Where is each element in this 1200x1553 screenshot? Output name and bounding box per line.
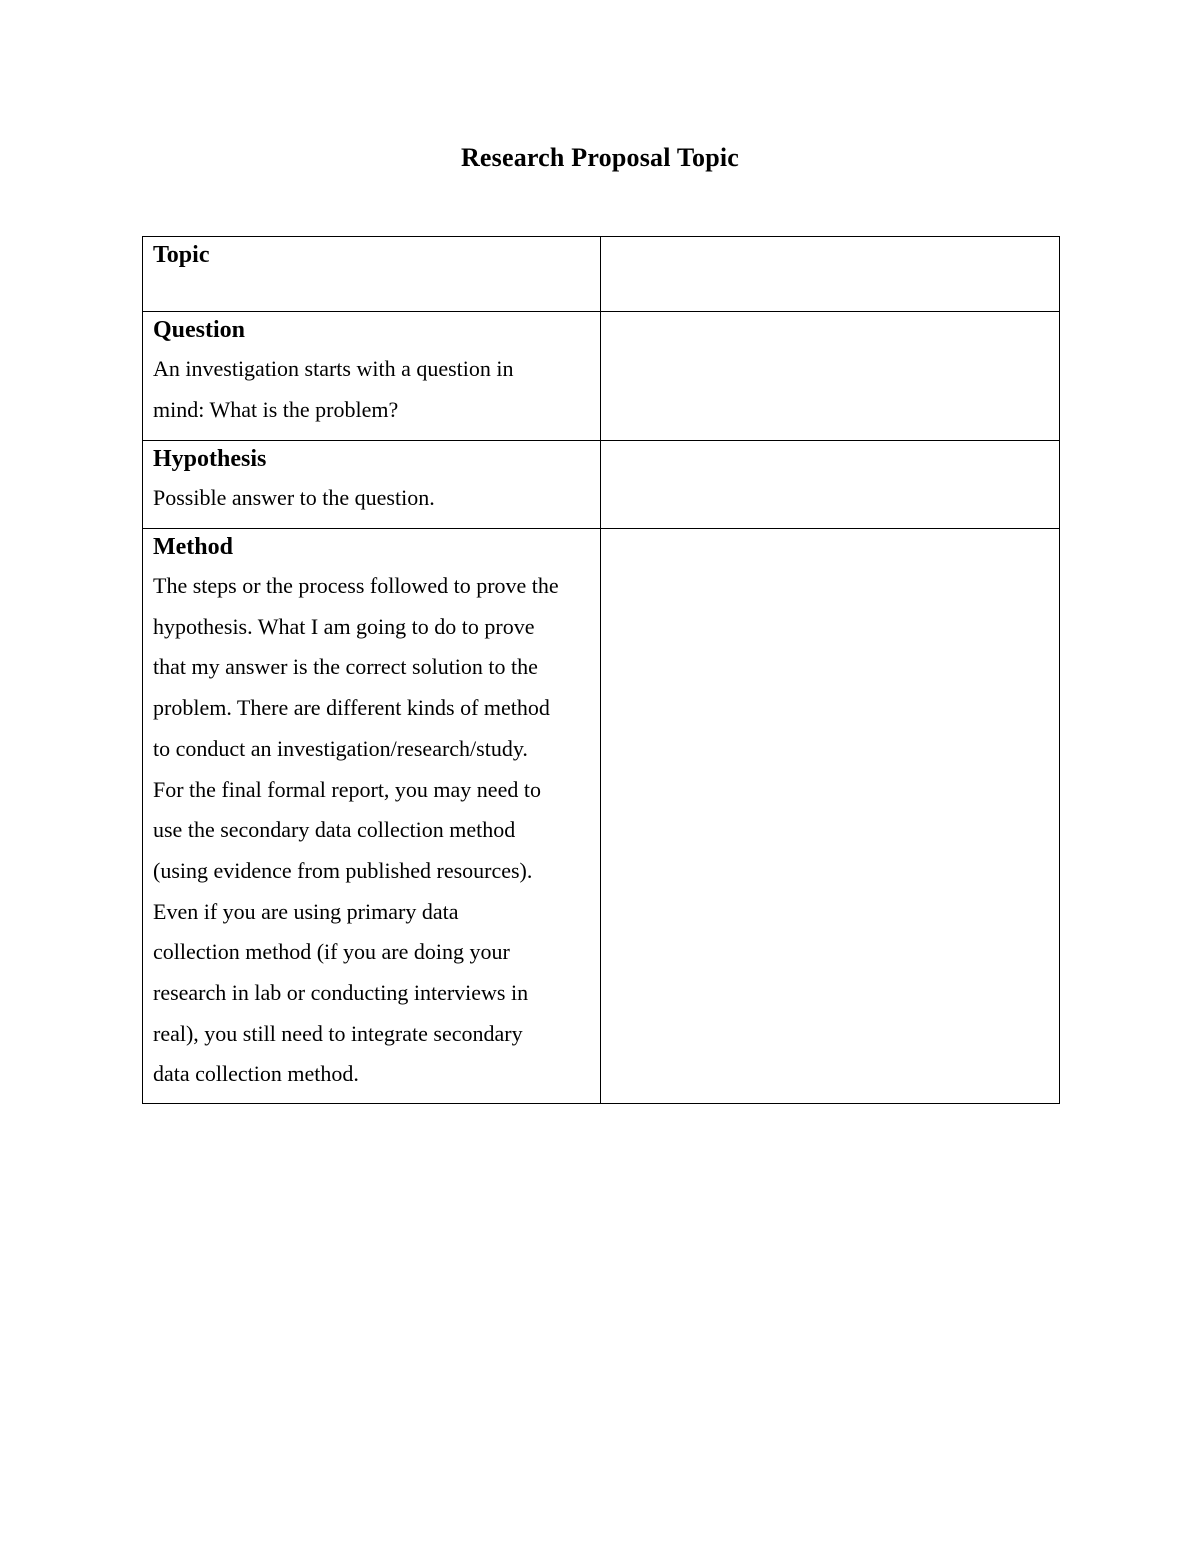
question-label: Question <box>153 317 246 343</box>
hypothesis-description <box>153 478 590 519</box>
page-title: Research Proposal Topic <box>460 143 740 172</box>
table-row-question <box>143 312 1060 441</box>
method-description-line: For the final formal report, you may need to <box>153 776 541 802</box>
hypothesis-label-cell <box>143 441 601 529</box>
topic-label: Topic <box>153 242 210 268</box>
method-description-line: use the secondary data collection method <box>153 817 516 843</box>
method-description <box>153 566 590 1095</box>
method-description-line: real), you still need to integrate secondary <box>153 1020 523 1046</box>
method-description-line: Even if you are using primary data <box>153 898 459 924</box>
table-row-method <box>143 529 1060 1104</box>
question-description-line: mind: What is the problem? <box>153 396 399 422</box>
topic-answer-cell[interactable] <box>601 237 1060 312</box>
question-answer-cell[interactable] <box>601 312 1060 441</box>
question-description <box>153 349 590 430</box>
method-description-line: data collection method. <box>153 1061 359 1087</box>
hypothesis-description-line: Possible answer to the question. <box>153 485 435 510</box>
method-description-line: hypothesis. What I am going to do to prove <box>153 613 535 639</box>
method-description-line: (using evidence from published resources). <box>153 857 533 883</box>
method-answer-cell[interactable] <box>601 529 1060 1104</box>
question-label-cell <box>143 312 601 441</box>
method-label-cell <box>143 529 601 1104</box>
method-label: Method <box>153 534 233 560</box>
proposal-table <box>142 236 1060 1104</box>
question-description-line: An investigation starts with a question in <box>153 356 514 381</box>
topic-label-cell <box>143 237 601 312</box>
method-description-line: to conduct an investigation/research/study. <box>153 735 528 761</box>
table-row-topic <box>143 237 1060 312</box>
table-row-hypothesis <box>143 441 1060 529</box>
method-description-line: collection method (if you are doing your <box>153 939 510 965</box>
method-description-line: The steps or the process followed to prove the <box>153 573 559 598</box>
method-description-line: problem. There are different kinds of method <box>153 695 550 721</box>
hypothesis-label: Hypothesis <box>153 446 267 472</box>
method-description-line: that my answer is the correct solution to the <box>153 654 538 680</box>
hypothesis-answer-cell[interactable] <box>601 441 1060 529</box>
method-description-line: research in lab or conducting interviews in <box>153 980 529 1006</box>
